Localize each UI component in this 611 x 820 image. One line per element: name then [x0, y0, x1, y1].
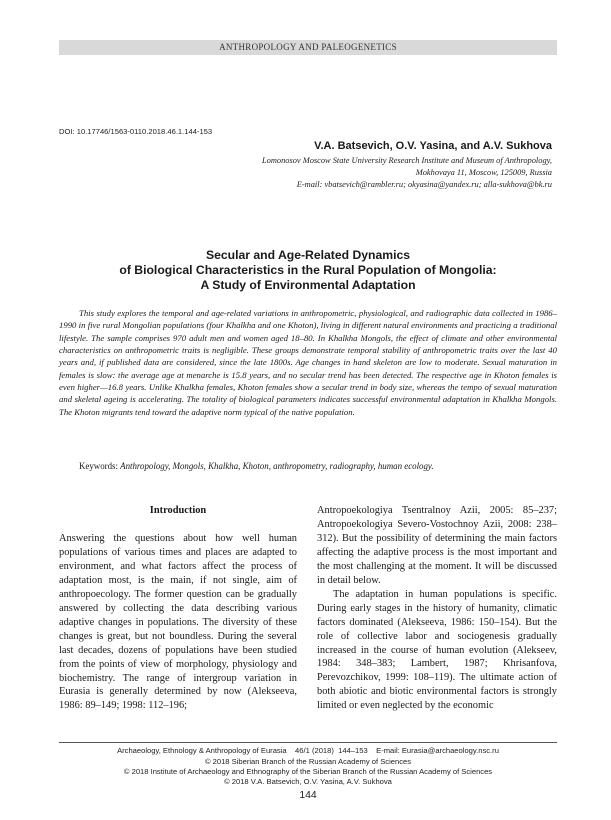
copyright-line: © 2018 Institute of Archaeology and Ethnography of the Siberian Branch of the Russian Academy of Sciences: [123, 767, 493, 776]
authors: V.A. Batsevich, O.V. Yasina, and A.V. Sukhova: [314, 140, 552, 152]
copyright-line: © 2018 V.A. Batsevich, O.V. Yasina, A.V. Sukhova: [224, 777, 392, 786]
paragraph: Antropoekologiya Tsentralnoy Azii, 2005: 85–237; Antropoekologiya Severo-Vostochnoy Azii, 2008: 238–312). But the possibility of determining the main factors affecting the adaptive process is the most important and the most challenging at the moment. It will be discussed in detail below.: [317, 505, 557, 586]
keywords: [59, 460, 557, 472]
abstract: [59, 307, 557, 418]
section-banner: ANTHROPOLOGY AND PALEOGENETICS: [59, 40, 557, 55]
title-line-2: of Biological Characteristics in the Rural Population of Mongolia:: [119, 263, 497, 277]
copyright-line: © 2018 Siberian Branch of the Russian Academy of Sciences: [204, 757, 412, 766]
affiliation-line-1: Lomonosov Moscow State University Research Institute and Museum of Anthropology,: [262, 156, 552, 165]
journal-line: Archaeology, Ethnology & Anthropology of Eurasia 46/1 (2018) 144–153 E-mail: Eurasia@archaeology.nsc.ru: [117, 746, 499, 755]
keywords-label: Keywords:: [79, 461, 118, 471]
left-column: [59, 532, 297, 713]
section-heading-introduction: Introduction: [149, 505, 207, 516]
page-number: 144: [299, 790, 317, 801]
paragraph: Answering the questions about how well human populations of various times and places are adapted to environment, and what factors affect the process of adaptation most, is the main, if not single, aim of anthropoecology. The former question can be gradually answered by collecting the data describing various adaptive changes in populations. The diversity of these changes is great, but not boundless. During the several last decades, dozens of populations have been studied from the points of view of morphology, physiology and biochemistry. The range of intergroup variation in Eurasia is generally determined by now (Alekseeva, 1986: 89–149; 1998: 112–196;: [59, 533, 297, 712]
footer-rule: [59, 742, 557, 743]
abstract-text: This study explores the temporal and age-related variations in anthropometric, physiological, and radiographic data collected in 1986–1990 in five rural Mongolian populations (four Khalkha and one Khoton), living in different natural environments and practicing a traditional lifestyle. The sample comprises 970 adult men and women aged 18–80. In Khalkha Mongols, the effect of climate and other environmental characteristics on anthropometric traits is negligible. These groups demonstrate temporal stability of anthropometric traits over the last 40 years and, if published data are considered, since the late 1800s. Age changes in hand skeleton are low to moderate. Sexual maturation in females is slow: the average age at menarche is 15.8 years, and no secular trend has been detected. The respective age in Khoton females is even higher—16.8 years. Unlike Khalkha females, Khoton females show a secular trend in body size, whereas the tempo of sexual maturation and skeletal ageing is accelerating. The totality of biological parameters indicates successful environmental adaptation in Khalkha Mongols. The Khoton migrants tend toward the adaptive norm typical of the native population.: [59, 308, 557, 417]
right-column: [317, 504, 557, 713]
paragraph: The adaptation in human populations is specific. During early stages in the history of humanity, climatic factors dominated (Alekseeva, 1986: 150–154). But the role of collective labor and sociogenesis gradually increased in the course of human evolution (Alekseev, 1984: 348–383; Lambert, 1987; Khrisanfova, Perevozchikov, 1999: 108–119). The ultimate action of both abiotic and biotic environmental factors is strongly limited or even neglected by the economic: [317, 588, 557, 712]
affiliation-line-2: Mokhovaya 11, Moscow, 125009, Russia: [415, 168, 552, 177]
keywords-value: Anthropology, Mongols, Khalkha, Khoton, anthropometry, radiography, human ecology.: [120, 461, 434, 471]
affiliation-email[interactable]: E-mail: vbatsevich@rambler.ru; okyasina@yandex.ru; alla-sukhova@bk.ru: [296, 180, 552, 189]
title-line-1: Secular and Age-Related Dynamics: [205, 248, 411, 262]
doi[interactable]: DOI: 10.17746/1563-0110.2018.46.1.144-153: [59, 127, 213, 136]
title-line-3: A Study of Environmental Adaptation: [200, 278, 416, 292]
